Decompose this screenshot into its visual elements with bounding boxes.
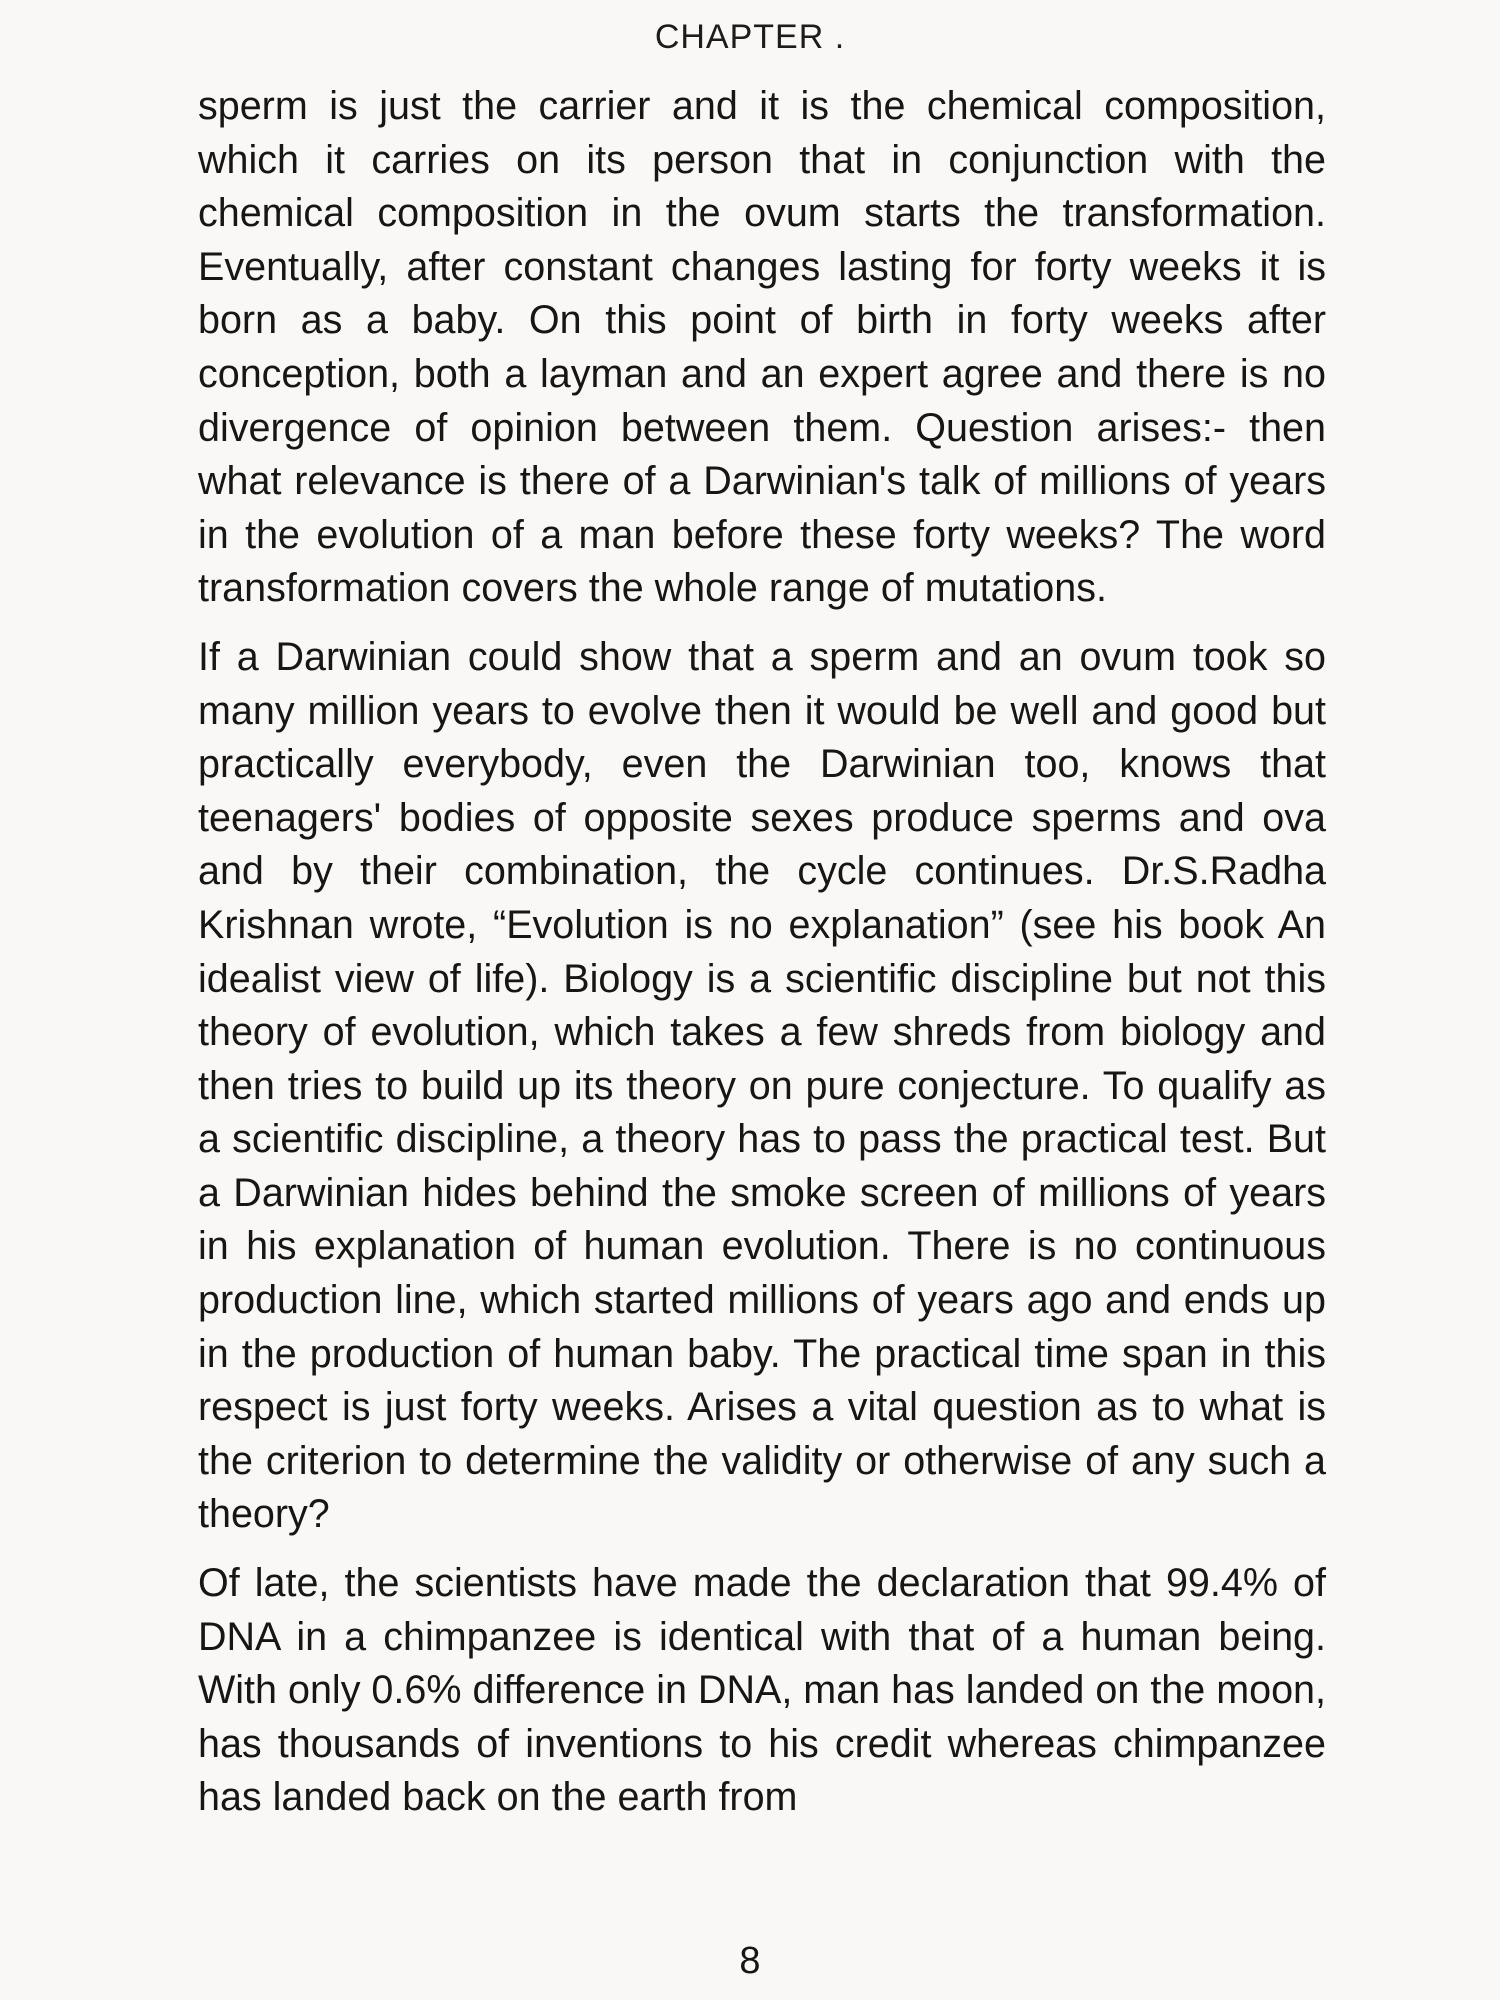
page-number: 8 bbox=[739, 1940, 761, 1982]
body-text bbox=[198, 80, 1326, 1840]
paragraph: sperm is just the carrier and it is the chemical composition, which it carries on its person that in conjunction with the chemical composition in the ovum starts the transformation. Eventually, after constant changes lasting for forty weeks it is born as a baby. On this point of birth in forty weeks after conception, both a layman and an expert agree and there is no divergence of opinion between them. Question arises:- then what relevance is there of a Darwinian's talk of millions of years in the evolution of a man before these forty weeks? The word transformation covers the whole range of mutations. bbox=[198, 84, 1326, 611]
running-head: CHAPTER . bbox=[654, 18, 846, 56]
paragraph: If a Darwinian could show that a sperm and an ovum took so many million years to evolve then it would be well and good but practically everybody, even the Darwinian too, knows that teenagers' bodies of opposite sexes produce sperms and ova and by their combination, the cycle continues. Dr.S.Radha Krishnan wrote, “Evolution is no explanation” (see his book An idealist view of life). Biology is a scientific discipline but not this theory of evolution, which takes a few shreds from biology and then tries to build up its theory on pure conjecture. To qualify as a scientific discipline, a theory has to pass the practical test. But a Darwinian hides behind the smoke screen of millions of years in his explanation of human evolution. There is no continuous production line, which started millions of years ago and ends up in the production of human baby. The practical time span in this respect is just forty weeks. Arises a vital question as to what is the criterion to determine the validity or otherwise of any such a theory? bbox=[198, 634, 1326, 1537]
paragraph: Of late, the scientists have made the declaration that 99.4% of DNA in a chimpanzee is identical with that of a human being. With only 0.6% difference in DNA, man has landed on the moon, has thousands of inventions to his credit whereas chimpanzee has landed back on the earth from bbox=[198, 1561, 1326, 1820]
